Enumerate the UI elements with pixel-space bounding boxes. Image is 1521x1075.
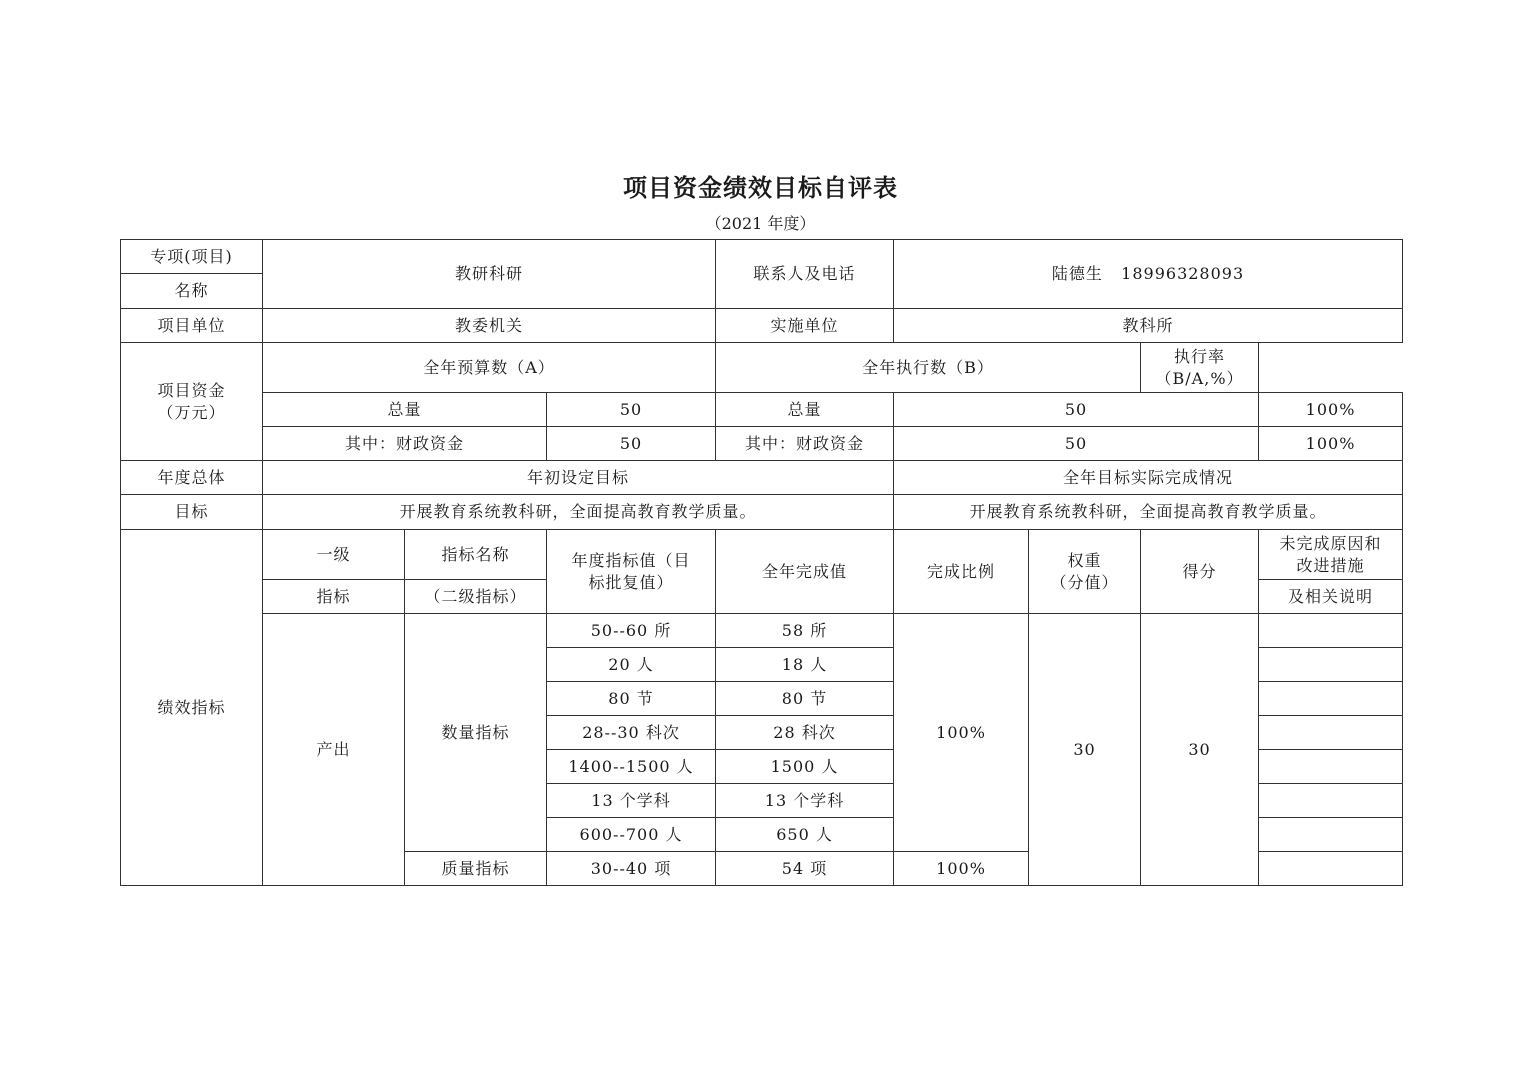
page-title: 项目资金绩效目标自评表 bbox=[623, 174, 898, 202]
reason-cell-3 bbox=[1259, 682, 1403, 716]
execution-rate-header bbox=[1141, 343, 1259, 393]
project-name-label-top: 专项(项目) bbox=[121, 240, 263, 274]
output-score: 30 bbox=[1141, 614, 1259, 886]
funds-label-line-2: （万元） bbox=[157, 402, 226, 422]
quantity-target-5: 1400--1500 人 bbox=[547, 750, 716, 784]
project-unit-value: 教委机关 bbox=[263, 309, 716, 343]
total-execution-rate: 100% bbox=[1259, 393, 1403, 427]
quality-indicator-name: 质量指标 bbox=[405, 852, 547, 886]
col-ratio: 完成比例 bbox=[894, 530, 1029, 614]
reason-cell-5 bbox=[1259, 750, 1403, 784]
reason-cell-2 bbox=[1259, 648, 1403, 682]
page-subtitle: （2021 年度） bbox=[705, 214, 816, 233]
col-reason-top bbox=[1259, 530, 1403, 580]
fiscal-execution-label: 其中：财政资金 bbox=[716, 427, 894, 461]
contact-value: 陆德生 18996328093 bbox=[894, 240, 1403, 309]
quantity-indicator-name: 数量指标 bbox=[405, 614, 547, 852]
col-target-line-1: 年度指标值（目 bbox=[571, 550, 691, 570]
quantity-target-7: 600--700 人 bbox=[547, 818, 716, 852]
goal-actual-value: 开展教育系统教科研，全面提高教育教学质量。 bbox=[894, 495, 1403, 530]
quality-actual: 54 项 bbox=[716, 852, 894, 886]
col-weight-line-1: 权重 bbox=[1067, 550, 1102, 570]
funds-label bbox=[121, 343, 263, 461]
total-execution-label: 总量 bbox=[716, 393, 894, 427]
col-weight bbox=[1029, 530, 1141, 614]
col-actual: 全年完成值 bbox=[716, 530, 894, 614]
col-level1-top: 一级 bbox=[263, 530, 405, 580]
col-target bbox=[547, 530, 716, 614]
annual-goal-label-top: 年度总体 bbox=[121, 461, 263, 495]
project-unit-label: 项目单位 bbox=[121, 309, 263, 343]
fiscal-budget-label: 其中：财政资金 bbox=[263, 427, 547, 461]
output-weight: 30 bbox=[1029, 614, 1141, 886]
reason-cell-6 bbox=[1259, 784, 1403, 818]
quantity-actual-2: 18 人 bbox=[716, 648, 894, 682]
col-target-line-2: 标批复值） bbox=[588, 572, 674, 592]
col-weight-line-2: （分值） bbox=[1050, 572, 1119, 592]
quality-target: 30--40 项 bbox=[547, 852, 716, 886]
fiscal-budget-value: 50 bbox=[547, 427, 716, 461]
total-execution-value: 50 bbox=[894, 393, 1259, 427]
quantity-ratio: 100% bbox=[894, 614, 1029, 852]
quantity-target-3: 80 节 bbox=[547, 682, 716, 716]
funds-label-line-1: 项目资金 bbox=[157, 380, 226, 400]
quantity-actual-3: 80 节 bbox=[716, 682, 894, 716]
total-budget-value: 50 bbox=[547, 393, 716, 427]
quantity-actual-6: 13 个学科 bbox=[716, 784, 894, 818]
goal-set-header: 年初设定目标 bbox=[263, 461, 894, 495]
execution-header: 全年执行数（B） bbox=[716, 343, 1141, 393]
contact-label: 联系人及电话 bbox=[716, 240, 894, 309]
reason-cell-1 bbox=[1259, 614, 1403, 648]
execution-rate-header-line-1: 执行率 bbox=[1174, 346, 1226, 366]
col-reason-bottom: 及相关说明 bbox=[1259, 580, 1403, 614]
col-name-bottom: （二级指标） bbox=[405, 580, 547, 614]
implementing-unit-value: 教科所 bbox=[894, 309, 1403, 343]
col-name-top: 指标名称 bbox=[405, 530, 547, 580]
col-reason-line-2: 改进措施 bbox=[1296, 555, 1365, 575]
quantity-target-1: 50--60 所 bbox=[547, 614, 716, 648]
quantity-actual-4: 28 科次 bbox=[716, 716, 894, 750]
fiscal-execution-value: 50 bbox=[894, 427, 1259, 461]
fiscal-execution-rate: 100% bbox=[1259, 427, 1403, 461]
quantity-target-2: 20 人 bbox=[547, 648, 716, 682]
goal-actual-header: 全年目标实际完成情况 bbox=[894, 461, 1403, 495]
reason-cell-4 bbox=[1259, 716, 1403, 750]
implementing-unit-label: 实施单位 bbox=[716, 309, 894, 343]
reason-cell-7 bbox=[1259, 818, 1403, 852]
quantity-actual-5: 1500 人 bbox=[716, 750, 894, 784]
quantity-actual-7: 650 人 bbox=[716, 818, 894, 852]
quantity-target-4: 28--30 科次 bbox=[547, 716, 716, 750]
total-budget-label: 总量 bbox=[263, 393, 547, 427]
level1-output: 产出 bbox=[263, 614, 405, 886]
annual-goal-label-bottom: 目标 bbox=[121, 495, 263, 530]
quantity-target-6: 13 个学科 bbox=[547, 784, 716, 818]
evaluation-table bbox=[120, 239, 1403, 886]
reason-cell-8 bbox=[1259, 852, 1403, 886]
goal-set-value: 开展教育系统教科研，全面提高教育教学质量。 bbox=[263, 495, 894, 530]
col-reason-line-1: 未完成原因和 bbox=[1279, 533, 1382, 553]
project-name-value: 教研科研 bbox=[263, 240, 716, 309]
quantity-actual-1: 58 所 bbox=[716, 614, 894, 648]
project-name-label-bottom: 名称 bbox=[121, 274, 263, 309]
col-score: 得分 bbox=[1141, 530, 1259, 614]
col-level1-bottom: 指标 bbox=[263, 580, 405, 614]
budget-header: 全年预算数（A） bbox=[263, 343, 716, 393]
performance-indicators-label: 绩效指标 bbox=[121, 530, 263, 886]
execution-rate-header-line-2: （B/A,%） bbox=[1155, 368, 1244, 388]
quality-ratio: 100% bbox=[894, 852, 1029, 886]
